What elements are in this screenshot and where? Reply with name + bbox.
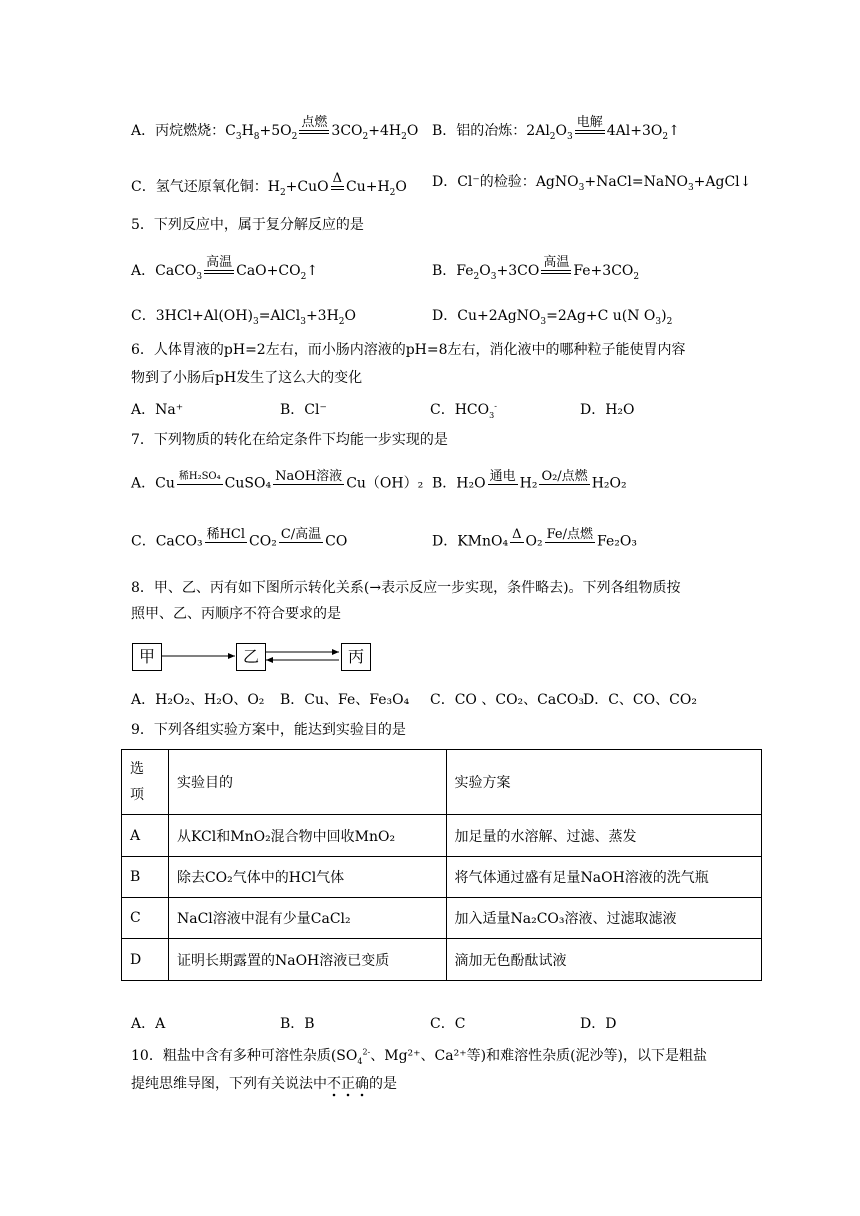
q5-option-b: B．$Fe_2O_3+3CO$ 高温 $Fe+3CO_2$ [432,256,639,286]
q6-stem-line1: 6．人体胃液的pH=2左右，而小肠内溶液的pH=8左右，消化液中的哪种粒子能使胃内容 [131,342,686,358]
table-row: A 从KCl和MnO₂混合物中回收MnO₂ 加足量的水溶解、过滤、蒸发 [122,815,762,857]
option-label: B．铝的冶炼： [432,123,527,139]
header-purpose: 实验目的 [168,750,446,815]
reaction-arrow: NaOH溶液 [275,469,343,484]
reaction-arrow: 电解 [575,116,605,146]
header-option: 选项 [122,750,169,815]
q5-option-c: C．$3HCl+Al(OH)_3=AlCl_3+3H_2O$ [131,308,357,327]
q8-option-d: D．C、CO、CO₂ [583,692,697,708]
reaction-arrow: C/高温 [280,527,322,542]
reaction-arrow: 稀H₂SO₄ [177,470,223,497]
q9-stem: 9．下列各组实验方案中，能达到实验目的是 [131,722,406,738]
reaction-arrow: Δ [512,527,522,542]
q8-stem-line1: 8．甲、乙、丙有如下图所示转化关系(→表示反应一步实现，条件略去)。下列各组物质按 [131,580,681,596]
q8-stem-line2: 照甲、乙、丙顺序不符合要求的是 [131,606,341,622]
q4-option-d: D．Cl⁻的检验：AgNO$_3$+NaCl=NaNO$_3$+AgCl↓ [432,174,752,193]
q6-option-d: D．H₂O [580,402,635,418]
q5-option-d: D．Cu+2AgNO$_3$=2Ag+C u(N $O_3)_2$ [432,308,673,327]
q9-option-a: A．A [131,1016,166,1032]
option-label: D．Cl⁻的检验： [432,174,536,190]
q7-option-d: D．KMnO₄ Δ O₂ Fe/点燃 Fe₂O₃ [432,528,637,555]
table-row: B 除去CO₂气体中的HCl气体 将气体通过盛有足量NaOH溶液的洗气瓶 [122,857,762,898]
reaction-arrow: 稀HCl [206,527,246,542]
experiment-table [121,749,762,981]
q5-stem: 5．下列反应中，属于复分解反应的是 [131,217,364,233]
box-jia: 甲 [132,643,162,671]
q7-option-c: C．CaCO₃ 稀HCl CO₂ C/高温 CO [131,528,347,555]
option-label: A．丙烷燃烧： [131,123,226,139]
q7-stem: 7．下列物质的转化在给定条件下均能一步实现的是 [131,432,448,448]
emphasis-not-correct: 不正确 [327,1076,369,1097]
q8-option-b: B．Cu、Fe、Fe₃O₄ [280,692,410,708]
reaction-arrow: 通电 [489,469,516,484]
q4-option-c: C．氢气还原氧化铜：$H_2+CuO$ Δ $Cu+H_2O$ [131,172,407,202]
box-yi: 乙 [236,643,266,671]
q4-option-a: A．丙烷燃烧：$C_3H_8+5O_2$ 点燃 $3CO_2+4H_2O$ [131,116,418,146]
option-label: C．氢气还原氧化铜： [131,179,268,195]
reaction-arrow: Fe/点燃 [546,527,593,542]
q8-option-a: A．H₂O₂、H₂O、O₂ [131,692,265,708]
q5-option-a: A．CaCO$_3$ 高温 $CaO+CO_2↑$ [131,256,318,286]
q6-option-a: A．Na⁺ [131,402,184,418]
table-row: C NaCl溶液中混有少量CaCl₂ 加入适量Na₂CO₃溶液、过滤取滤液 [122,898,762,939]
reaction-arrow: Δ [331,172,344,202]
q10-stem-line1: 10．粗盐中含有多种可溶性杂质($SO_4^{2-}$、Mg²⁺、Ca²⁺等)和难溶性杂质(泥沙等)，以下是粗盐 [131,1047,707,1066]
q7-option-b: B．H₂O 通电 H₂ O₂/点燃 H₂O₂ [432,470,627,497]
reaction-arrow: 高温 [541,256,571,286]
table-header-row [122,750,762,815]
q10-stem-line2: 提纯思维导图，下列有关说法中不正确的是 [131,1074,397,1094]
q7-option-a: A．Cu 稀H₂SO₄ CuSO₄ NaOH溶液 Cu（OH）₂ [131,470,423,497]
q6-option-b: B．Cl⁻ [280,402,327,418]
reaction-arrow: 点燃 [299,116,329,146]
q9-option-c: C．C [430,1016,466,1032]
q6-stem-line2: 物到了小肠后pH发生了这么大的变化 [131,370,363,386]
q6-option-c: C．$HCO_3^-$ [430,401,497,420]
q4-option-b: B．铝的冶炼：$2Al_2O_3$ 电解 $4Al+3O_2↑$ [432,116,680,146]
box-bing: 丙 [341,643,371,671]
q8-option-c: C．CO 、CO₂、CaCO₃ [430,692,585,708]
reaction-arrow: O₂/点燃 [541,469,588,484]
header-plan: 实验方案 [446,750,762,815]
q9-option-d: D．D [580,1016,617,1032]
table-row: D 证明长期露置的NaOH溶液已变质 滴加无色酚酞试液 [122,939,762,981]
reaction-arrow: 高温 [204,256,234,286]
q9-option-b: B．B [280,1016,315,1032]
